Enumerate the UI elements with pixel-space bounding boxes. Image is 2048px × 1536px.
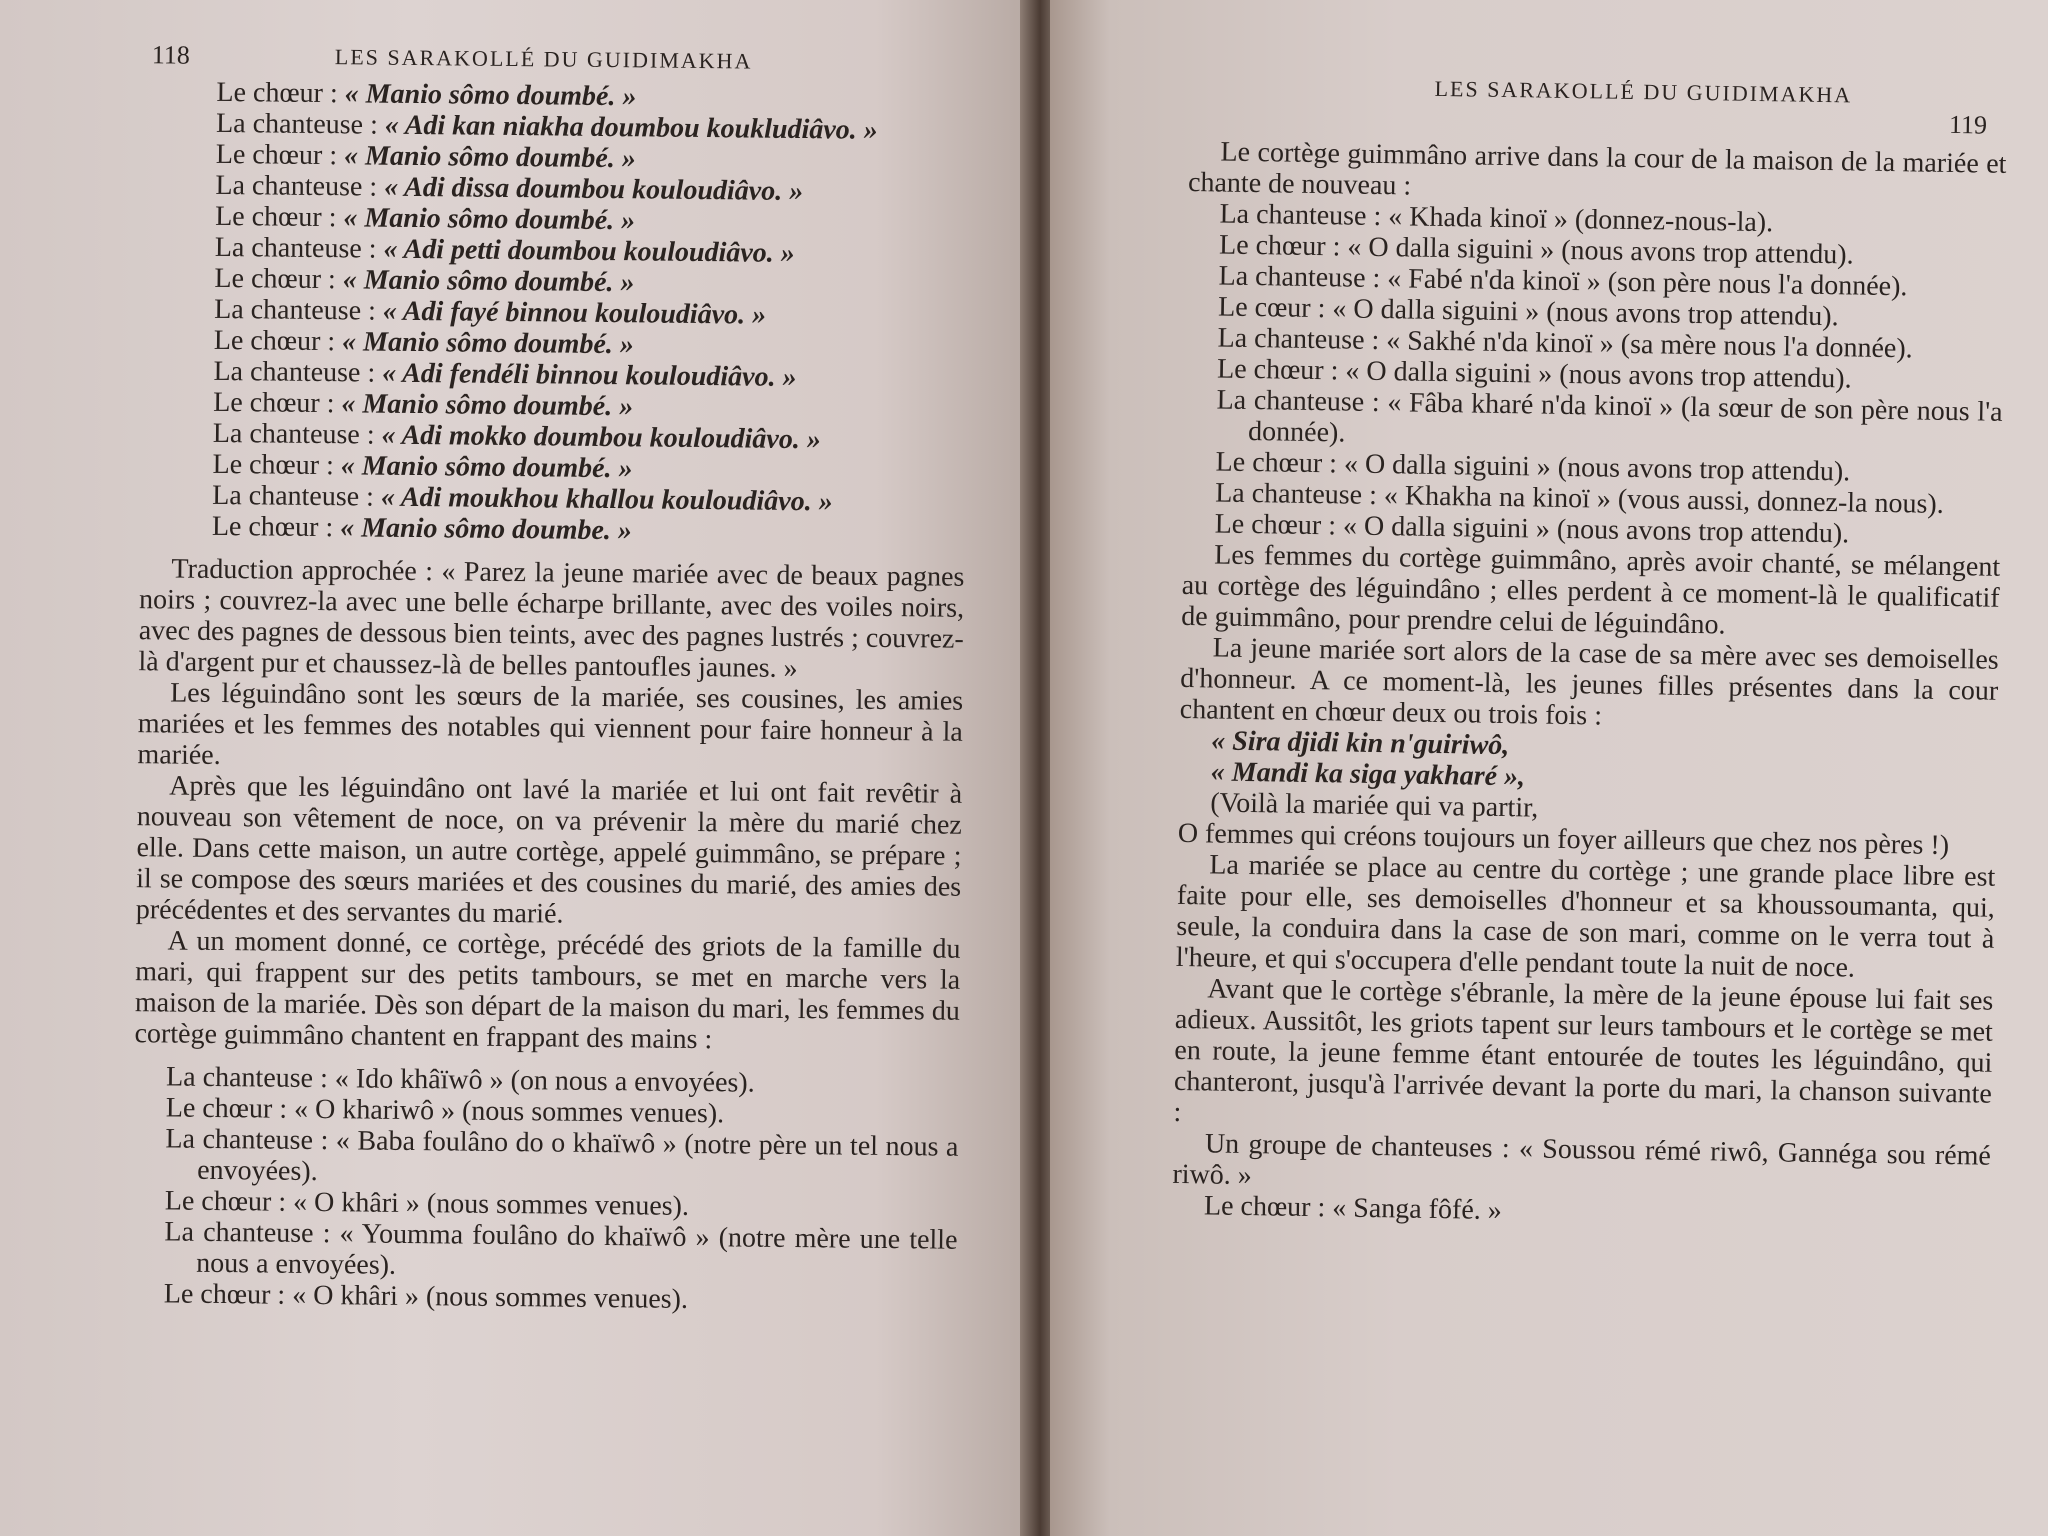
chant-line: La chanteuse : « Ido khâïwô » (on nous a envoyées). [165, 1061, 755, 1099]
quote-line: (Voilà la mariée qui va partir, [1210, 787, 1539, 824]
left-running-head: LES SARAKOLLÉ DU GUIDIMAKHA [334, 44, 753, 74]
chant-line: Le chœur : « O dalla siguini » (nous avons trop attendu). [1218, 229, 1854, 271]
chant-line: Le chœur : « Manio sômo doumbé. » [213, 324, 634, 361]
paragraph-groupe: Un groupe de chanteuses : « Soussou rémé riwô, Gannéga sou rémé riwô. » [1172, 1128, 1992, 1192]
chant-line: La chanteuse : « Adi petti doumbou kouloudiâvo. » [214, 231, 795, 269]
left-page-text [117, 76, 970, 1318]
quote-translation: O femmes qui créons toujours un foyer ailleurs que chez nos pères !) [1177, 817, 1950, 862]
paragraph-leguindano: Les léguindâno sont les sœurs de la mariée, ses cousines, les amies mariées et les femmes des notables qui viennent pour faire honneur à la mariée. [137, 677, 964, 771]
chant-line: Le chœur : « Manio sômo doumbé. » [216, 76, 637, 113]
chant-line: Le chœur : « O dalla siguini » (nous avons trop attendu). [1216, 353, 1852, 395]
left-chant-2 [132, 1061, 960, 1318]
chant-line: La chanteuse : « Khada kinoï » (donnez-nous-la). [1219, 198, 1774, 239]
chant-line: La chanteuse : « Baba foulâno do o khaïwô » (notre père un tel nous a envoyées). [165, 1123, 959, 1188]
chant-line: Le chœur : « Manio sômo doumbé. » [213, 386, 634, 423]
paragraph-femmes: Les femmes du cortège guimmâno, après avoir chanté, se mélangent au cortège des léguindâno ; elles perdent à ce moment-là le qualificatif de guimmâno, pour prendre celui de léguindâno. [1181, 539, 2001, 641]
chant-line: La chanteuse : « Adi kan niakha doumbou koukludiâvo. » [215, 107, 878, 146]
chant-line: La chanteuse : « Adi fendéli binnou kouloudiâvo. » [213, 355, 797, 393]
right-page-number: 119 [1948, 109, 1988, 140]
paragraph-mariee: La mariée se place au centre du cortège ; une grande place libre est faite pour elle, ses demoiselles d'honneur et sa khoussoumanta, qui, seule, la conduira dans la case de son mari, comme on le verra tout à l'heure, et qui s'occupera d'elle pendant toute la nuit de noce. [1175, 849, 1996, 984]
right-running-head: LES SARAKOLLÉ DU GUIDIMAKHA [1434, 75, 1853, 108]
chant-line: La chanteuse : « Youmma foulâno do khaïwô » (notre mère une telle nous a envoyées). [164, 1216, 958, 1281]
chant-line: Le chœur : « O khariwô » (nous sommes venues). [165, 1092, 725, 1130]
chant-line: La chanteuse : « Khakha na kinoï » (vous aussi, donnez-la nous). [1214, 477, 1944, 520]
chant-line: Le chœur : « Manio sômo doumbé. » [214, 200, 636, 237]
chant-line: La chanteuse : « Adi fayé binnou kouloudiâvo. » [214, 293, 767, 331]
chant-line: La chanteuse : « Fâba kharé n'da kinoï » (la sœur de son père nous l'a donnée). [1216, 384, 2003, 449]
quote-line: « Mandi ka siga yakharé », [1210, 756, 1526, 793]
quote-line: « Sira djidi kin n'guiriwô, [1211, 725, 1510, 762]
chant-line: La chanteuse : « Adi moukhou khallou kouloudiâvo. » [212, 479, 833, 518]
right-page-text [1172, 136, 2007, 1234]
chant-line: Le chœur : « O dalla siguini » (nous avons trop attendu). [1214, 508, 1850, 550]
left-chant-1 [140, 76, 970, 550]
chant-line: La chanteuse : « Adi mokko doumbou kouloudiâvo. » [212, 417, 821, 456]
paragraph-apres: Après que les léguindâno ont lavé la mariée et lui ont fait revêtir à nouveau son vêtement de noce, on va prévenir la mère du marié chez elle. Dans cette maison, un autre cortège, appelé guimmâno, se prépare ; il se compose des sœurs mariées et des cousines du marié, des amies des précédentes et des servantes du marié. [135, 770, 963, 930]
chant-line: La chanteuse : « Adi dissa doumbou kouloudiâvo. » [215, 169, 804, 208]
right-page [1050, 0, 2048, 1536]
paragraph-avant: Avant que le cortège s'ébranle, la mère de la jeune épouse lui fait ses adieux. Aussitôt, les griots tapent sur leurs tambours et le cortège se met en route, la jeune femme étant entourée de toutes les léguindâno, qui chanteront, jusqu'à l'arrivée devant la porte du mari, la chanson suivante : [1173, 973, 1994, 1128]
paragraph-moment: A un moment donné, ce cortège, précédé des griots de la famille du mari, qui frappent sur des petits tambours, se met en marche vers la maison de la mariée. Dès son départ de la maison du mari, les femmes du cortège guimmâno chantent en frappant des mains : [134, 925, 961, 1056]
chant-line: Le chœur : « O khâri » (nous sommes venues). [164, 1185, 690, 1222]
chant-line: Le chœur : « Manio sômo doumbe. » [211, 510, 633, 547]
chant-line: Le chœur : « Manio sômo doumbé. » [214, 262, 635, 299]
left-page-number: 118 [151, 40, 191, 70]
paragraph-intro: Le cortège guimmâno arrive dans la cour de la maison de la mariée et chante de nouveau : [1187, 136, 2007, 202]
chant-line: Le chœur : « Manio sômo doumbé. » [212, 448, 633, 485]
chant-line: La chanteuse : « Fabé n'da kinoï » (son père nous l'a donnée). [1218, 260, 1908, 303]
chant-line: Le cœur : « O dalla siguini » (nous avons trop attendu). [1217, 291, 1839, 333]
right-chant [1182, 198, 2005, 552]
paragraph-jeune: La jeune mariée sort alors de la case de sa mère avec ses demoiselles d'honneur. A ce moment-là, les jeunes filles présentes dans la cour chantent en chœur deux ou trois fois : [1179, 632, 1999, 732]
chant-line: Le chœur : « O khâri » (nous sommes venues). [163, 1278, 689, 1315]
right-page-header [1189, 60, 2008, 149]
chant-line: Le chœur : « O dalla siguini » (nous avons trop attendu). [1215, 446, 1851, 488]
chant-line: La chanteuse : « Sakhé n'da kinoï » (sa mère nous l'a donnée). [1217, 322, 1913, 365]
paragraph-traduction: Traduction approchée : « Parez la jeune mariée avec de beaux pagnes noirs ; couvrez-la avec une belle écharpe brillante, avec des voiles noirs, avec des pagnes de dessous bien teints, avec des pagnes lustrés ; couvrez-là d'argent pur et chaussez-là de belles pantoufles jaunes. » [138, 553, 965, 685]
paragraph-final: Le chœur : « Sanga fôfé. » [1203, 1190, 1503, 1227]
chant-line: Le chœur : « Manio sômo doumbé. » [215, 138, 636, 175]
